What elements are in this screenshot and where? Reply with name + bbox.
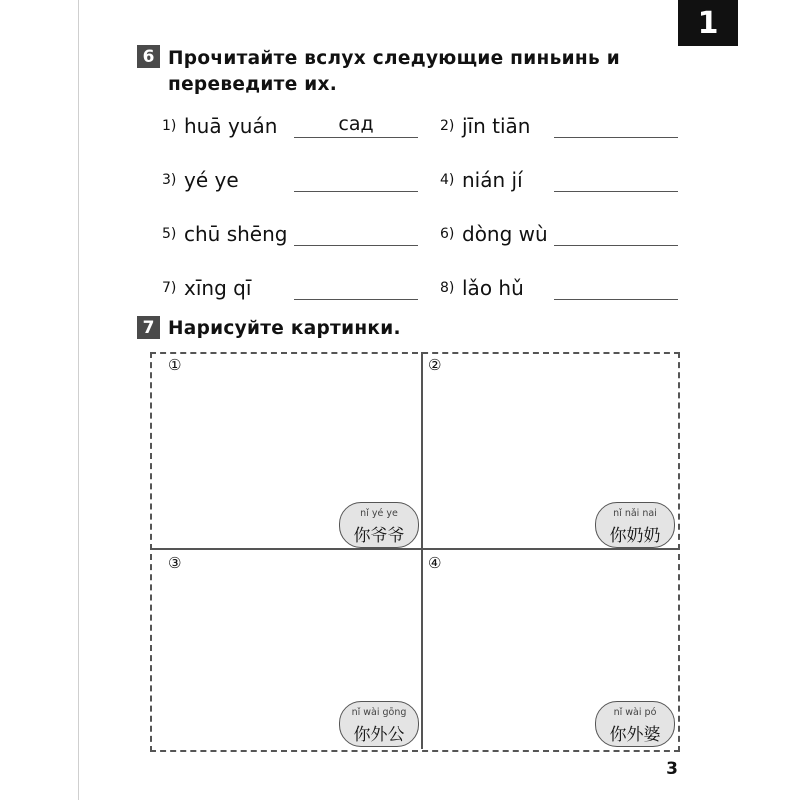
exercise-7-title: Нарисуйте картинки. [168, 318, 401, 339]
pinyin-item-7 [162, 270, 418, 300]
answer-input[interactable]: сад [338, 113, 374, 135]
item-pinyin: yé ye [184, 168, 239, 192]
item-number: 7) [162, 280, 177, 296]
exercise-6-number: 6 [137, 45, 160, 68]
item-number: 8) [440, 280, 455, 296]
item-number: 6) [440, 226, 455, 242]
page-edge [78, 0, 79, 800]
item-pinyin: xīng qī [184, 276, 252, 300]
bubble-hanzi: 你奶奶 [609, 526, 661, 546]
pinyin-item-3 [162, 162, 418, 192]
cell-4-number: ④ [428, 554, 442, 572]
grid-divider-vertical [421, 352, 423, 749]
item-pinyin: jīn tiān [462, 114, 531, 138]
cell-2-number: ② [428, 356, 442, 374]
pinyin-item-2 [440, 108, 678, 138]
drawing-grid [150, 352, 680, 752]
pinyin-item-5 [162, 216, 418, 246]
cell-1-number: ① [168, 356, 182, 374]
item-number: 4) [440, 172, 455, 188]
cell-4-label-bubble [595, 701, 675, 747]
answer-line [554, 191, 678, 192]
exercise-7-number: 7 [137, 316, 160, 339]
answer-line [554, 137, 678, 138]
bubble-pinyin: nǐ nǎi nai [613, 508, 657, 519]
cell-3-label-bubble [339, 701, 419, 747]
answer-line [294, 245, 418, 246]
cell-1-label-bubble [339, 502, 419, 548]
item-pinyin: lǎo hǔ [462, 276, 524, 300]
bubble-pinyin: nǐ wài gōng [351, 707, 407, 718]
pinyin-item-1 [162, 108, 418, 138]
bubble-hanzi: 你外婆 [609, 725, 661, 745]
pinyin-item-4 [440, 162, 678, 192]
cell-3-number: ③ [168, 554, 182, 572]
answer-line [294, 299, 418, 300]
grid-divider-horizontal [150, 548, 678, 550]
pinyin-item-8 [440, 270, 678, 300]
bubble-pinyin: nǐ wài pó [613, 707, 657, 718]
item-pinyin: huā yuán [184, 114, 278, 138]
page-number: 3 [666, 759, 678, 779]
item-pinyin: dòng wù [462, 222, 548, 246]
item-number: 1) [162, 118, 177, 134]
item-pinyin: nián jí [462, 168, 523, 192]
item-number: 3) [162, 172, 177, 188]
exercise-6-title-line2: переведите их. [168, 74, 338, 95]
answer-line [554, 245, 678, 246]
pinyin-item-6 [440, 216, 678, 246]
answer-line [294, 137, 418, 138]
chapter-tab: 1 [678, 0, 738, 46]
cell-2-label-bubble [595, 502, 675, 548]
item-number: 2) [440, 118, 455, 134]
item-number: 5) [162, 226, 177, 242]
answer-line [294, 191, 418, 192]
item-pinyin: chū shēng [184, 222, 288, 246]
bubble-hanzi: 你外公 [353, 725, 405, 745]
bubble-hanzi: 你爷爷 [353, 526, 405, 546]
answer-line [554, 299, 678, 300]
exercise-6-title-line1: Прочитайте вслух следующие пиньинь и [168, 48, 620, 69]
bubble-pinyin: nǐ yé ye [360, 508, 398, 519]
